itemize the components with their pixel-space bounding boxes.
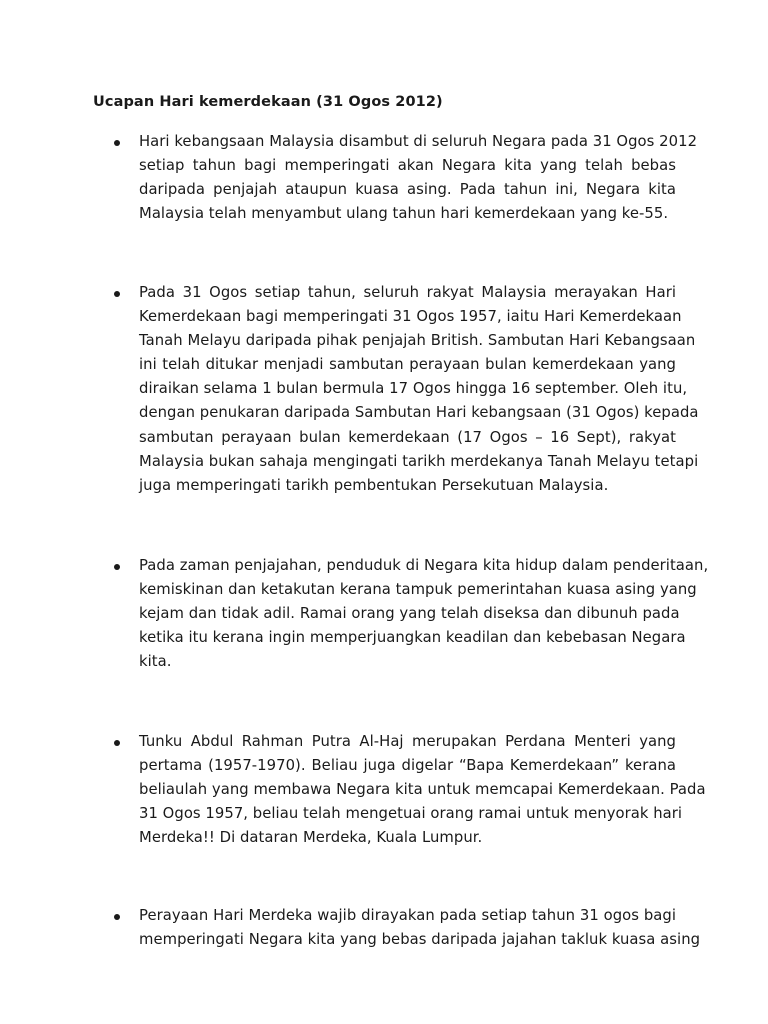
paragraph	[139, 130, 698, 226]
paragraph-line: kita.	[139, 653, 172, 671]
paragraph-line: Pada 31 Ogos setiap tahun, seluruh rakyat Malaysia merayakan Hari	[139, 284, 676, 301]
paragraph-line: ketika itu kerana ingin memperjuangkan keadilan dan kebebasan Negara	[139, 629, 686, 647]
bullet-dot-icon	[114, 914, 120, 920]
paragraph-line: diraikan selama 1 bulan bermula 17 Ogos hingga 16 september. Oleh itu,	[139, 380, 688, 398]
bullet-dot-icon	[114, 740, 120, 746]
paragraph-line: Perayaan Hari Merdeka wajib dirayakan pada setiap tahun 31 ogos bagi	[139, 907, 676, 924]
paragraph-line: Malaysia telah menyambut ulang tahun hari kemerdekaan yang ke-55.	[139, 205, 669, 223]
paragraph-line: Hari kebangsaan Malaysia disambut di seluruh Negara pada 31 Ogos 2012	[139, 133, 698, 150]
paragraph-line: Kemerdekaan bagi memperingati 31 Ogos 1957, iaitu Hari Kemerdekaan	[139, 308, 682, 326]
paragraph-line: kemiskinan dan ketakutan kerana tampuk pemerintahan kuasa asing yang	[139, 581, 697, 599]
paragraph-line: pertama (1957-1970). Beliau juga digelar “Bapa Kemerdekaan” kerana	[139, 757, 676, 775]
paragraph	[139, 730, 706, 850]
paragraph-line: Tanah Melayu daripada pihak penjajah British. Sambutan Hari Kebangsaan	[139, 332, 696, 350]
paragraph-line: ini telah ditukar menjadi sambutan perayaan bulan kemerdekaan yang	[139, 356, 676, 374]
paragraph-line: Pada zaman penjajahan, penduduk di Negara kita hidup dalam penderitaan,	[139, 557, 709, 574]
paragraph-line: Tunku Abdul Rahman Putra Al-Haj merupakan Perdana Menteri yang	[139, 733, 676, 750]
bullet-dot-icon	[114, 564, 120, 570]
paragraph-line: daripada penjajah ataupun kuasa asing. Pada tahun ini, Negara kita	[139, 181, 676, 199]
paragraph-line: juga memperingati tarikh pembentukan Persekutuan Malaysia.	[139, 476, 609, 494]
document-title: Ucapan Hari kemerdekaan (31 Ogos 2012)	[93, 94, 443, 110]
paragraph-line: Merdeka!! Di dataran Merdeka, Kuala Lumpur.	[139, 829, 483, 847]
paragraph-line: 31 Ogos 1957, beliau telah mengetuai orang ramai untuk menyorak hari	[139, 805, 683, 823]
paragraph-line: beliaulah yang membawa Negara kita untuk memcapai Kemerdekaan. Pada	[139, 781, 706, 799]
paragraph	[139, 281, 699, 498]
paragraph	[139, 554, 709, 674]
paragraph-line: Malaysia bukan sahaja mengingati tarikh merdekanya Tanah Melayu tetapi	[139, 452, 699, 470]
bullet-dot-icon	[114, 140, 120, 146]
paragraph-line: memperingati Negara kita yang bebas daripada jajahan takluk kuasa asing	[139, 931, 701, 949]
bullet-dot-icon	[114, 291, 120, 297]
paragraph-line: setiap tahun bagi memperingati akan Negara kita yang telah bebas	[139, 157, 676, 175]
paragraph-line: sambutan perayaan bulan kemerdekaan (17 Ogos – 16 Sept), rakyat	[139, 428, 676, 446]
paragraph-line: dengan penukaran daripada Sambutan Hari kebangsaan (31 Ogos) kepada	[139, 404, 699, 422]
paragraph	[139, 904, 701, 952]
paragraph-line: kejam dan tidak adil. Ramai orang yang telah diseksa dan dibunuh pada	[139, 605, 680, 623]
